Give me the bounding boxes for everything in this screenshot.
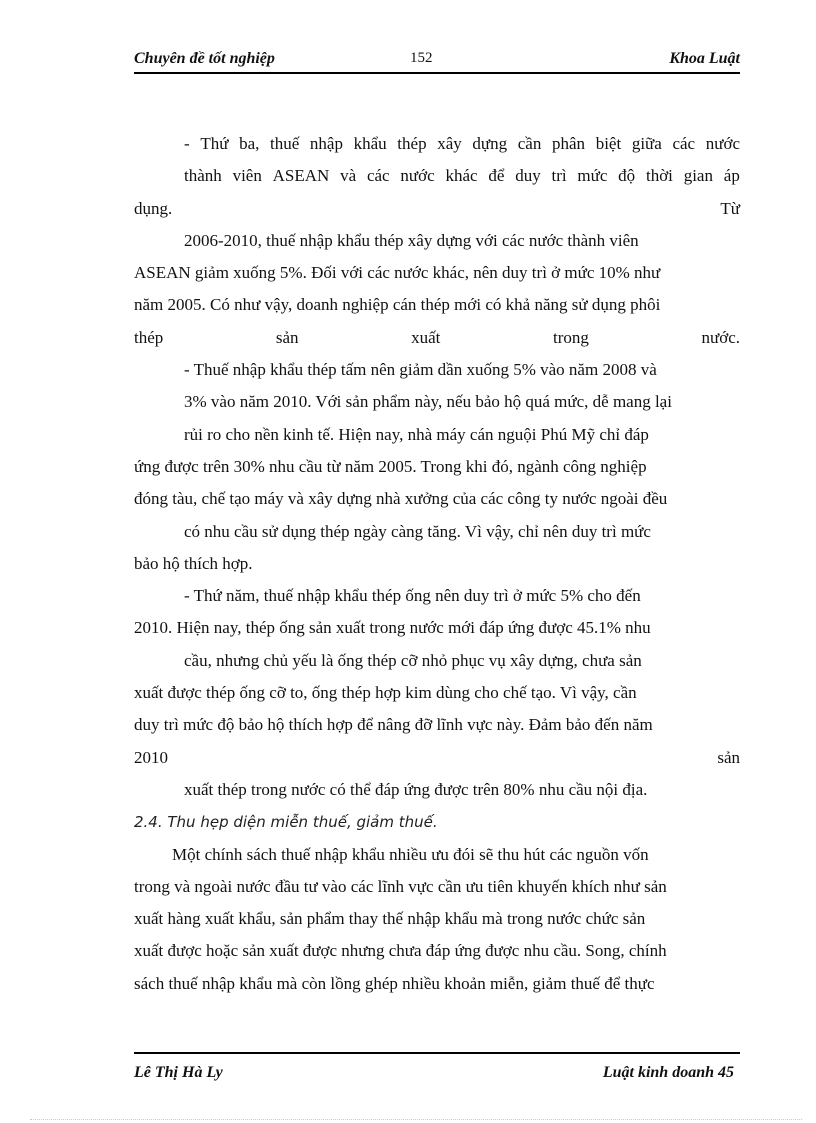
text-line: bảo hộ thích hợp. (134, 553, 253, 573)
text-word: các (672, 134, 696, 153)
text-line: xuất được thép ống cỡ to, ống thép hợp kim dùng cho chế tạo. Vì vậy, cần (134, 683, 637, 703)
text-line: ASEAN giảm xuống 5%. Đối với các nước khác, nên duy trì ở mức 10% như (134, 263, 661, 283)
text-word: ASEAN (272, 166, 330, 186)
text-line (134, 742, 740, 774)
header-doc-title: Chuyên đề tốt nghiệp (134, 50, 275, 67)
text-line (134, 193, 740, 225)
footer-class: Luật kinh doanh 45 (602, 1064, 734, 1081)
text-word: để (488, 166, 505, 186)
text-word: ba, (239, 134, 260, 153)
text-word: khác (445, 166, 478, 186)
page-footer (134, 1052, 740, 1082)
text-word: thép (397, 134, 427, 153)
text-word: xây (437, 134, 462, 153)
text-word: biệt (595, 134, 622, 153)
text-line (134, 322, 740, 354)
text-word: thép (134, 327, 164, 347)
text-word: xuất (411, 327, 441, 347)
text-word: thuế (270, 134, 300, 153)
page-bottom-divider (30, 1119, 802, 1120)
text-word: phân (552, 134, 586, 153)
text-word: thành (184, 166, 222, 186)
text-line: - Thuế nhập khẩu thép tấm nên giảm dần xuống 5% vào năm 2008 và (184, 360, 657, 380)
document-body (134, 128, 740, 1000)
text-word: nước (400, 166, 435, 186)
text-word: Thứ (200, 134, 229, 153)
text-line: 2006-2010, thuế nhập khẩu thép xây dựng với các nước thành viên (184, 230, 639, 250)
text-line: trong và ngoài nước đầu tư vào các lĩnh vực cần ưu tiên khuyến khích như sản (134, 876, 667, 896)
text-word: 2010 (134, 747, 168, 767)
text-line: đóng tàu, chế tạo máy và xây dựng nhà xưởng của các công ty nước ngoài đều (134, 489, 668, 509)
text-line (134, 128, 740, 160)
text-line: 2010. Hiện nay, thép ống sản xuất trong nước mới đáp ứng được 45.1% nhu (134, 618, 651, 638)
text-word: các (366, 166, 390, 186)
text-line: sách thuế nhập khẩu mà còn lồng ghép nhiều khoản miễn, giảm thuế để thực (134, 973, 655, 993)
header-faculty: Khoa Luật (669, 50, 740, 67)
text-line: xuất hàng xuất khẩu, sản phẩm thay thế nhập khẩu mà trong nước chức sản (134, 909, 646, 929)
text-line: xuất thép trong nước có thể đáp ứng được trên 80% nhu cầu nội địa. (184, 779, 648, 799)
text-word: độ (618, 166, 636, 186)
text-word: thời (645, 166, 673, 186)
page-number: 152 (410, 50, 433, 66)
text-line: ứng được trên 30% nhu cầu từ năm 2005. Trong khi đó, ngành công nghiệp (134, 456, 647, 476)
text-word: gian (683, 166, 713, 186)
text-word: trong (553, 327, 589, 347)
text-line: 3% vào năm 2010. Với sản phẩm này, nếu bảo hộ quá mức, dễ mang lại (184, 392, 672, 412)
text-word: nước (705, 134, 740, 153)
text-word: giữa (631, 134, 662, 153)
text-word: áp (723, 166, 740, 186)
text-word: nhập (309, 134, 343, 153)
text-line: duy trì mức độ bảo hộ thích hợp để nâng đỡ lĩnh vực này. Đảm bảo đến năm (134, 715, 653, 735)
footer-author: Lê Thị Hà Ly (134, 1064, 223, 1081)
text-line: xuất được hoặc sản xuất được nhưng chưa đáp ứng được nhu cầu. Song, chính (134, 941, 667, 961)
text-word: - (184, 134, 190, 153)
text-line: năm 2005. Có như vậy, doanh nghiệp cán thép mới có khả năng sử dụng phôi (134, 295, 661, 315)
text-word: sản (717, 747, 740, 767)
text-word: mức (577, 166, 608, 186)
text-line: có nhu cầu sử dụng thép ngày càng tăng. Vì vậy, chỉ nên duy trì mức (184, 521, 651, 541)
text-line: rủi ro cho nền kinh tế. Hiện nay, nhà máy cán nguội Phú Mỹ chỉ đáp (184, 424, 649, 444)
text-word: khẩu (353, 134, 387, 153)
section-heading: 2.4. Thu hẹp diện miễn thuế, giảm thuế. (134, 813, 438, 832)
text-line (134, 160, 740, 192)
text-word: duy (515, 166, 541, 186)
text-line: cầu, nhưng chủ yếu là ống thép cỡ nhỏ phục vụ xây dựng, chưa sản (184, 650, 642, 670)
text-line: - Thứ năm, thuế nhập khẩu thép ống nên duy trì ở mức 5% cho đến (184, 586, 641, 606)
text-word: dụng. (134, 198, 173, 218)
text-word: sản (275, 327, 299, 347)
text-word: trì (551, 166, 567, 186)
text-word: nước. (701, 327, 740, 347)
text-word: dựng (472, 134, 508, 153)
text-word: cần (517, 134, 542, 153)
text-word: viên (232, 166, 262, 186)
page-header (134, 46, 740, 74)
text-word: và (340, 166, 357, 186)
text-word: Từ (720, 198, 740, 218)
text-line: Một chính sách thuế nhập khẩu nhiều ưu đói sẽ thu hút các nguồn vốn (172, 844, 649, 864)
